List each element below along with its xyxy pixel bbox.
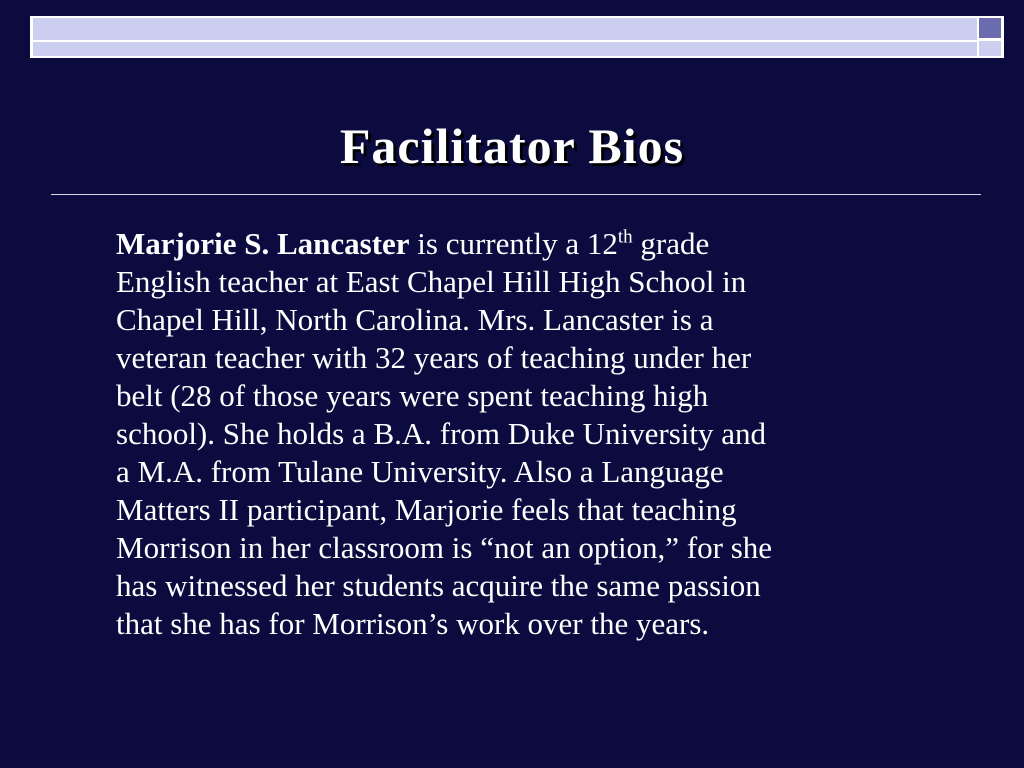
bio-name: Marjorie S. Lancaster <box>116 226 410 261</box>
title-divider <box>51 194 981 195</box>
decorative-header-bar <box>30 16 1004 58</box>
bio-line-1-text: is currently a 12 <box>409 226 618 261</box>
slide-title: Facilitator Bios <box>339 118 685 174</box>
bio-line: has witnessed her students acquire the same passion <box>116 568 761 603</box>
bio-line: Chapel Hill, North Carolina. Mrs. Lancaster is a <box>116 302 714 337</box>
bio-line-1 <box>116 225 966 263</box>
header-bar-fill <box>33 18 977 56</box>
bio-paragraph <box>116 225 966 643</box>
bio-line: Matters II participant, Marjorie feels that teaching <box>116 492 737 527</box>
bio-line: Morrison in her classroom is “not an option,” for she <box>116 530 773 565</box>
bio-line: a M.A. from Tulane University. Also a Language <box>116 454 724 489</box>
header-corner-square <box>979 18 1001 38</box>
bio-line: veteran teacher with 32 years of teaching under her <box>116 340 752 375</box>
bio-line-1-tail: grade <box>632 226 710 261</box>
bio-superscript: th <box>617 226 633 248</box>
bio-line: belt (28 of those years were spent teaching high <box>116 378 709 413</box>
bio-line: that she has for Morrison’s work over the years. <box>116 606 710 641</box>
bio-line: English teacher at East Chapel Hill High School in <box>116 264 747 299</box>
bio-line: school). She holds a B.A. from Duke University and <box>116 416 767 451</box>
header-corner-square-lower <box>979 41 1001 56</box>
header-bar-stripe-bottom <box>33 42 977 56</box>
header-bar-stripe-top <box>33 18 977 40</box>
